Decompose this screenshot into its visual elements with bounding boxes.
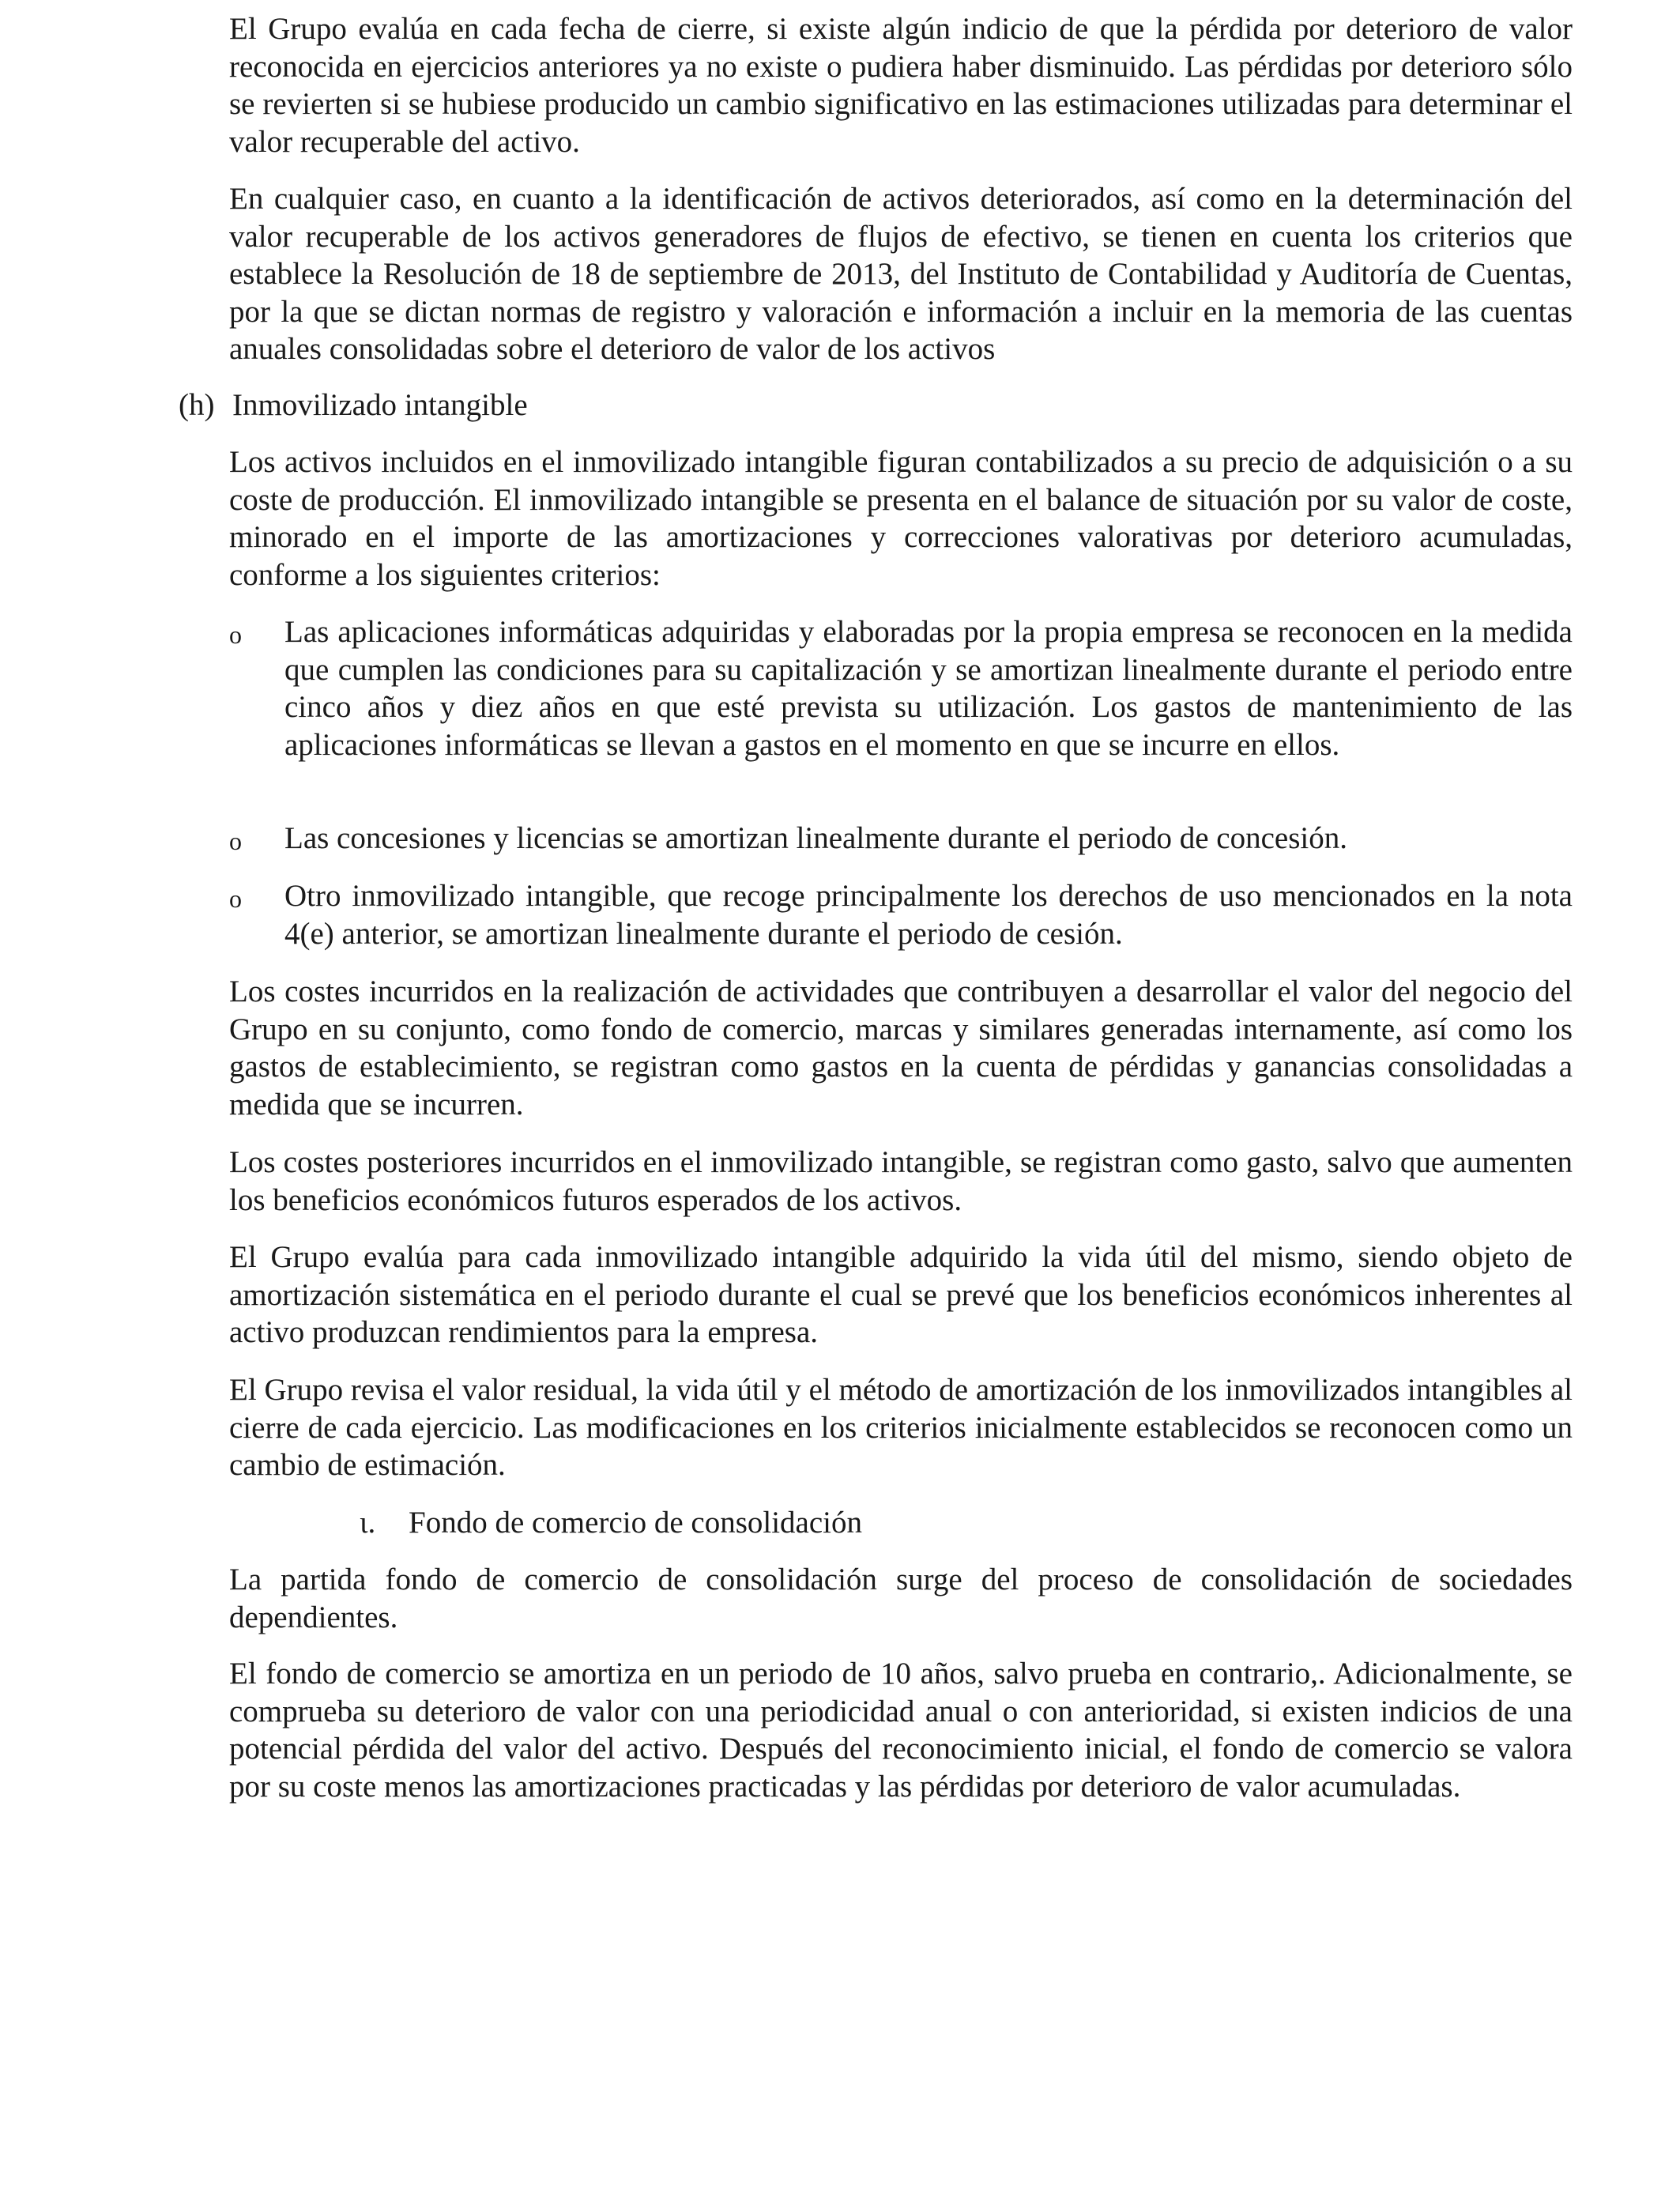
paragraph-subsequent-costs: Los costes posteriores incurridos en el inmovilizado intangible, se registran como gasto, salvo que aumenten los beneficios económicos futuros esperados de los activos. (229, 1145, 1573, 1217)
subsection-number: ι. (360, 1506, 376, 1540)
bullet-marker: o (229, 884, 242, 913)
paragraph-goodwill-origin: La partida fondo de comercio de consolidación surge del proceso de consolidación de sociedades dependientes. (229, 1563, 1573, 1634)
subsection-heading-i (360, 1504, 1545, 1542)
paragraph-useful-life: El Grupo evalúa para cada inmovilizado intangible adquirido la vida útil del mismo, siendo objeto de amortización sistemática en el periodo durante el cual se prevé que los beneficios económicos inherentes al activo produzcan rendimientos para la empresa. (229, 1240, 1573, 1349)
list-item-text: Las concesiones y licencias se amortizan linealmente durante el periodo de concesión. (284, 821, 1347, 855)
subsection-title: Fondo de comercio de consolidación (409, 1506, 863, 1540)
list-item-text: Otro inmovilizado intangible, que recoge principalmente los derechos de uso mencionados en la nota 4(e) anterior, se amortizan linealmente durante el periodo de cesión. (284, 879, 1573, 951)
list-item-text: Las aplicaciones informáticas adquiridas y elaboradas por la propia empresa se reconocen en la medida que cumplen las condiciones para su capitalización y se amortizan linealmente durante el periodo entre cinco años y diez años en que esté prevista su utilización. Los gastos de mantenimiento de las aplicaciones informáticas se llevan a gastos en el momento en que se incurre en ellos. (284, 615, 1573, 762)
paragraph-goodwill-amortization: El fondo de comercio se amortiza en un periodo de 10 años, salvo prueba en contrario,. Adicionalmente, se comprueba su deterioro de valor con una periodicidad anual o con anterioridad, si existen indicios de una potencial pérdida del valor del activo. Después del reconocimiento inicial, el fondo de comercio se valora por su coste menos las amortizaciones practicadas y las pérdidas por deterioro de valor acumuladas. (229, 1657, 1573, 1804)
paragraph-internal-costs: Los costes incurridos en la realización de actividades que contribuyen a desarrollar el valor del negocio del Grupo en su conjunto, como fondo de comercio, marcas y similares generadas internamente, así como los gastos de establecimiento, se registran como gastos en la cuenta de pérdidas y ganancias consolidadas a medida que se incurren. (229, 974, 1573, 1122)
bullet-marker: o (229, 827, 242, 855)
paragraph-impairment-criteria: En cualquier caso, en cuanto a la identificación de activos deteriorados, así como en la determinación del valor recuperable de los activos generadores de flujos de efectivo, se tienen en cuenta los criterios que establece la Resolución de 18 de septiembre de 2013, del Instituto de Contabilidad y Auditoría de Cuentas, por la que se dictan normas de registro y valoración e información a incluir en la memoria de las cuentas anuales consolidadas sobre el deterioro de valor de los activos (229, 182, 1573, 366)
section-title: Inmovilizado intangible (232, 388, 528, 422)
paragraph-intangible-intro: Los activos incluidos en el inmovilizado intangible figuran contabilizados a su precio de adquisición o a su coste de producción. El inmovilizado intangible se presenta en el balance de situación por su valor de coste, minorado en el importe de las amortizaciones y correcciones valorativas por deterioro acumuladas, conforme a los siguientes criterios: (229, 445, 1573, 592)
bullet-marker: o (229, 620, 242, 649)
section-heading-h (179, 386, 1569, 424)
section-number: (h) (179, 388, 215, 422)
paragraph-residual-value: El Grupo revisa el valor residual, la vida útil y el método de amortización de los inmovilizados intangibles al cierre de cada ejercicio. Las modificaciones en los criterios inicialmente establecidos se reconocen como un cambio de estimación. (229, 1373, 1573, 1482)
paragraph-impairment-reversal: El Grupo evalúa en cada fecha de cierre, si existe algún indicio de que la pérdida por deterioro de valor reconocida en ejercicios anteriores ya no existe o pudiera haber disminuido. Las pérdidas por deterioro sólo se revierten si se hubiese producido un cambio significativo en las estimaciones utilizadas para determinar el valor recuperable del activo. (229, 12, 1573, 159)
